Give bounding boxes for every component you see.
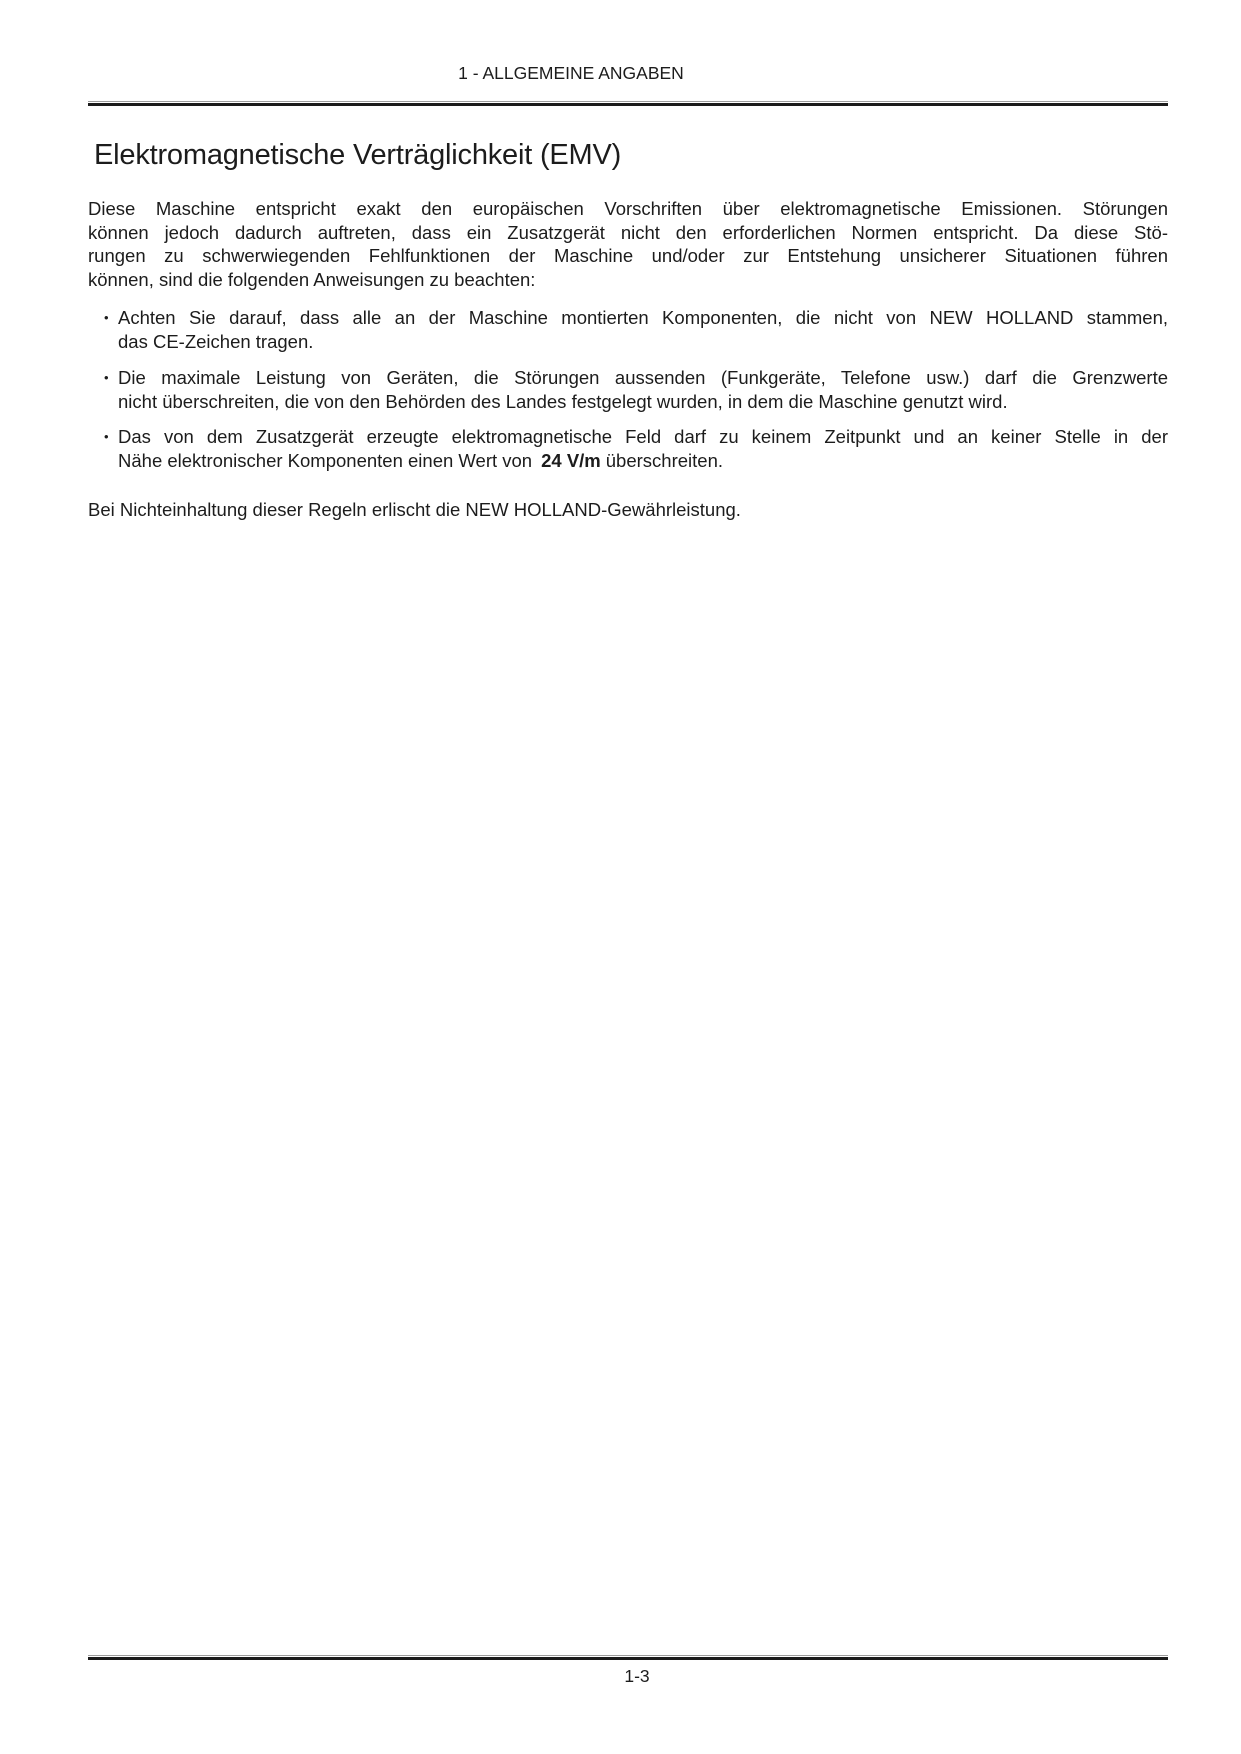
text-segment: überschreiten. bbox=[605, 449, 723, 471]
text-line: können jedoch dadurch auftreten, dass ein Zusatzgerät nicht den erforderlichen Normen entspricht. Da diese Stö- bbox=[88, 221, 1168, 243]
text-line: rungen zu schwerwiegenden Fehlfunktionen der Maschine und/oder zur Entstehung unsicherer Situationen führen bbox=[88, 245, 1168, 266]
footer-rule-thick-line bbox=[88, 1657, 1168, 1660]
list-item-text bbox=[118, 306, 1168, 353]
running-header: 1 - ALLGEMEINE ANGABEN bbox=[458, 63, 684, 83]
footer-rule-thin-line bbox=[88, 1655, 1168, 1656]
header-rule-thin-line bbox=[88, 101, 1168, 102]
text-line: können, sind die folgenden Anweisungen zu beachten: bbox=[88, 268, 536, 290]
list-item bbox=[88, 425, 1168, 472]
text-line bbox=[118, 449, 1168, 473]
bullet-icon: • bbox=[104, 429, 109, 444]
text-line: Diese Maschine entspricht exakt den europäischen Vorschriften über elektromagnetische Emissionen. Störungen bbox=[88, 198, 1168, 219]
list-item-text bbox=[118, 366, 1168, 413]
bullet-icon: • bbox=[104, 370, 109, 385]
page-body bbox=[88, 197, 1168, 522]
bullet-icon: • bbox=[104, 310, 109, 325]
footer-rule bbox=[88, 1655, 1168, 1660]
header-rule bbox=[88, 101, 1168, 106]
text-line: Das von dem Zusatzgerät erzeugte elektromagnetische Feld darf zu keinem Zeitpunkt und an keiner Stelle in der bbox=[118, 426, 1168, 447]
text-line: das CE-Zeichen tragen. bbox=[118, 330, 314, 352]
emphasis-value: 24 V/m bbox=[541, 449, 601, 471]
text-line: nicht überschreiten, die von den Behörden des Landes festgelegt wurden, in dem die Maschine genutzt wird. bbox=[118, 390, 1008, 412]
intro-paragraph bbox=[88, 197, 1168, 291]
text-line: Die maximale Leistung von Geräten, die Störungen aussenden (Funkgeräte, Telefone usw.) darf die Grenzwerte bbox=[118, 367, 1168, 388]
text-line: Achten Sie darauf, dass alle an der Maschine montierten Komponenten, die nicht von NEW HOLLAND stammen, bbox=[118, 307, 1168, 328]
header-rule-thick-line bbox=[88, 103, 1168, 106]
list-item-text bbox=[118, 425, 1168, 472]
text-segment: Nähe elektronischer Komponenten einen Wert von bbox=[118, 449, 533, 471]
bullet-list bbox=[88, 306, 1168, 472]
section-title: Elektromagnetische Verträglichkeit (EMV) bbox=[94, 139, 622, 171]
page-number: 1-3 bbox=[624, 1666, 650, 1686]
closing-paragraph: Bei Nichteinhaltung dieser Regeln erlischt die NEW HOLLAND-Gewährleistung. bbox=[88, 499, 741, 520]
list-item bbox=[88, 306, 1168, 353]
list-item bbox=[88, 366, 1168, 413]
